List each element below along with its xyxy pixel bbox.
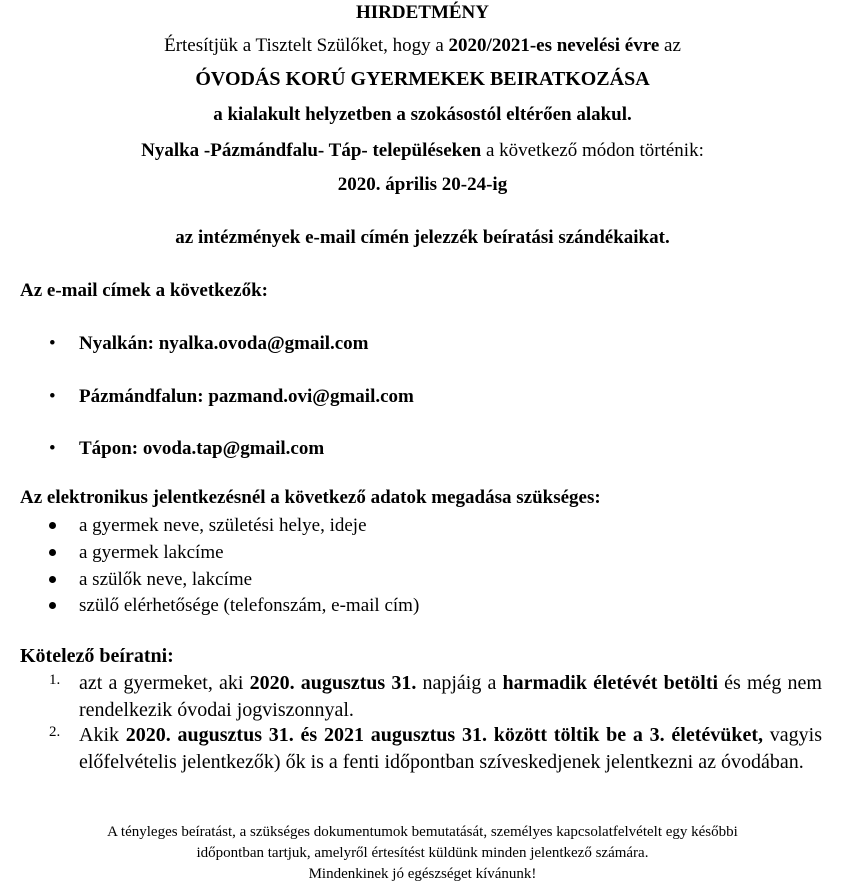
text-run: Akik: [79, 724, 126, 746]
email-item-text: Pázmándfalun: pazmand.ovi@gmail.com: [79, 386, 414, 407]
text-run: és még nem rendelkezik óvodai jogviszonnyal.: [79, 672, 822, 721]
intro-text-2: az: [659, 35, 681, 56]
bullet-icon: •: [49, 386, 56, 407]
intro-text-1: Értesítjük a Tisztelt Szülőket, hogy a: [164, 35, 449, 56]
data-list-heading: Az elektronikus jelentkezésnél a következő adatok megadása szükséges:: [20, 487, 601, 508]
data-item-text: a gyermek neve, születési helye, ideje: [79, 515, 367, 536]
mandatory-heading: Kötelező beíratni:: [20, 645, 174, 667]
footer-note: [0, 822, 845, 885]
bullet-icon: [49, 549, 56, 556]
email-item-text: Tápon: ovoda.tap@gmail.com: [79, 438, 325, 459]
text-run: napjáig a: [416, 672, 503, 694]
email-intent-line: az intézmények e-mail címén jelezzék beíratási szándékaikat.: [175, 227, 670, 248]
text-run-bold: 2020. augusztus 31.: [249, 672, 417, 694]
mandatory-item-text: [79, 722, 822, 776]
text-run: azt a gyermeket, aki: [79, 672, 250, 694]
data-item-text: a szülők neve, lakcíme: [79, 569, 253, 590]
settlements-text: a következő módon történik:: [481, 140, 704, 161]
text-run: vagyis előfelvételis jelentkezők) ők is a fenti időpontban szíveskedjenek jelentkezni az óvodában.: [79, 724, 822, 773]
situation-line: a kialakult helyzetben a szokásostól eltérően alakul.: [213, 104, 632, 125]
text-run-bold: harmadik életévét betölti: [502, 672, 719, 694]
list-number: 2.: [49, 724, 61, 740]
settlements-names: Nyalka -Pázmándfalu- Táp- településeken: [141, 140, 482, 161]
page-title: HIRDETMÉNY: [355, 2, 489, 23]
data-item-text: a gyermek lakcíme: [79, 542, 224, 563]
bullet-icon: •: [49, 438, 56, 459]
footer-line-3: Mindenkinek jó egészséget kívánunk!: [308, 866, 537, 882]
footer-line-2: időpontban tartjuk, amelyről értesítést küldünk minden jelentkező számára.: [196, 845, 649, 861]
enrollment-date: 2020. április 20-24-ig: [337, 174, 508, 195]
email-list-heading: Az e-mail címek a következők:: [20, 280, 268, 301]
text-run-bold: 2020. augusztus 31. és 2021 augusztus 31. között töltik be a 3. életévüket,: [125, 724, 764, 746]
bullet-icon: •: [49, 333, 56, 354]
footer-line-1: A tényleges beíratást, a szükséges dokumentumok bemutatását, személyes kapcsolatfelvételt egy későbbi: [107, 824, 738, 840]
bullet-icon: [49, 522, 56, 529]
bullet-icon: [49, 576, 56, 583]
settlements-line: [0, 140, 845, 162]
mandatory-item-text: [79, 670, 822, 724]
list-number: 1.: [49, 672, 61, 688]
intro-school-year: 2020/2021-es nevelési évre: [448, 35, 660, 56]
intro-line: [0, 35, 845, 57]
email-item-text: Nyalkán: nyalka.ovoda@gmail.com: [79, 333, 369, 354]
data-item-text: szülő elérhetősége (telefonszám, e-mail cím): [79, 595, 420, 616]
bullet-icon: [49, 602, 56, 609]
headline: ÓVODÁS KORÚ GYERMEKEK BEIRATKOZÁSA: [195, 68, 650, 90]
